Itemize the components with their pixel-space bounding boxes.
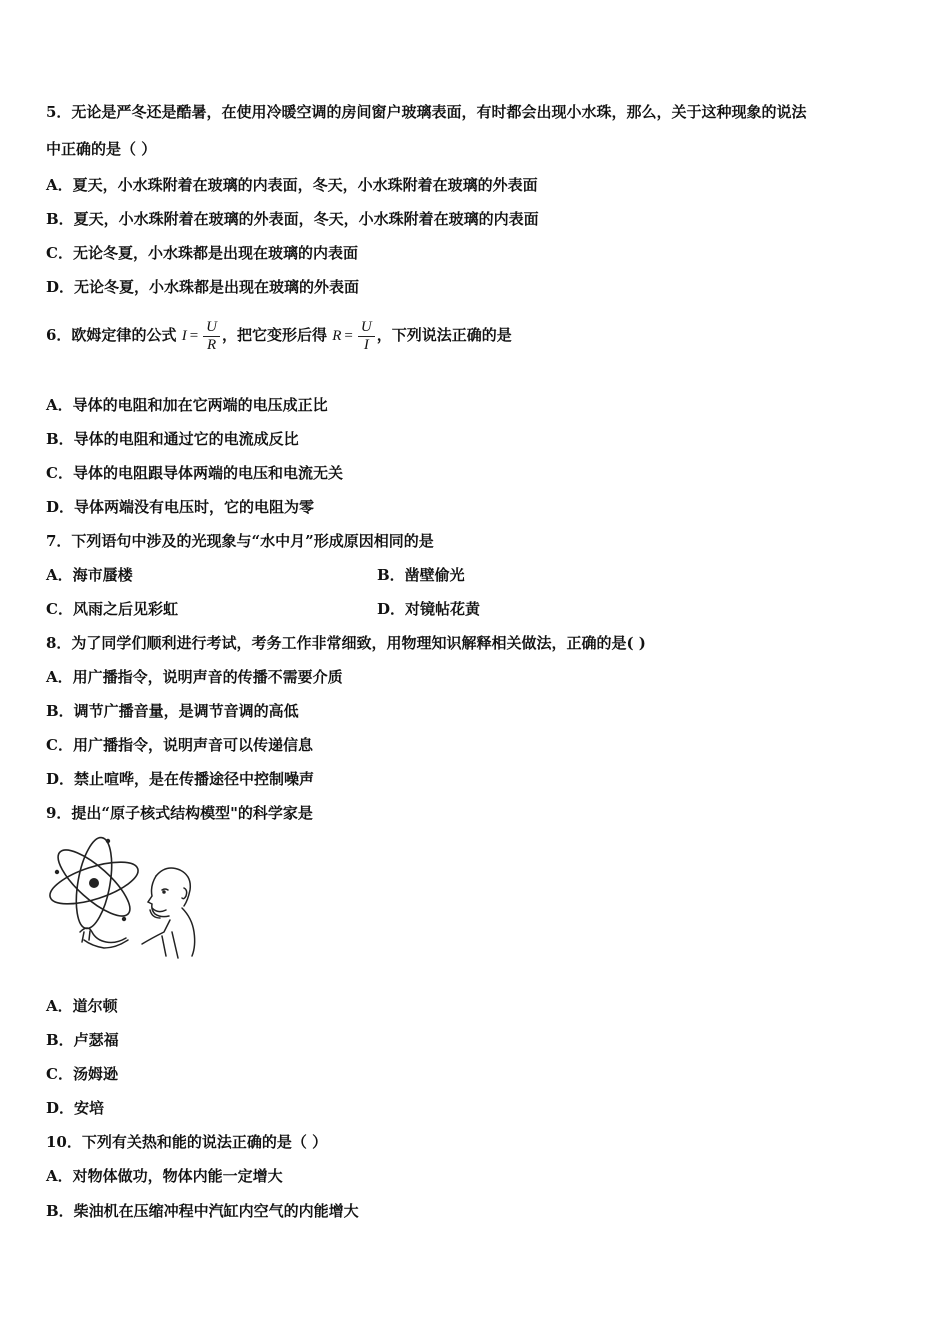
q8-option-c: C．用广播指令，说明声音可以传递信息 [46,736,313,754]
formula1-eq: = [189,328,199,344]
q9-option-b: B．卢瑟福 [46,1031,119,1049]
formula2-lhs: R [332,328,342,344]
q7-stem: 7．下列语句中涉及的光现象与“水中月”形成原因相同的是 [46,532,434,550]
q7-option-d: D．对镜帖花黄 [377,600,481,618]
formula2-eq: = [344,328,353,344]
q6-option-d: D．导体两端没有电压时，它的电阻为零 [46,498,315,516]
formula2-denominator: I [363,336,369,353]
q7-option-a: A．海市蜃楼 [46,566,133,584]
q9-option-a: A．道尔顿 [46,997,118,1015]
q9-option-c: C．汤姆逊 [46,1065,118,1083]
q5-option-b: B．夏天，小水珠附着在玻璃的外表面，冬天，小水珠附着在玻璃的内表面 [46,210,539,228]
q6-stem-post: ，下列说法正确的是 [376,326,512,344]
q6-stem-mid: ，把它变形后得 [222,326,328,344]
formula1-denominator: R [206,336,217,353]
q6-option-b: B．导体的电阻和通过它的电流成反比 [46,430,299,448]
q6-option-c: C．导体的电阻跟导体两端的电压和电流无关 [46,464,343,482]
atom-scientist-illustration [44,836,200,962]
q7-option-c: C．风雨之后见彩虹 [46,600,178,618]
q5-option-d: D．无论冬夏，小水珠都是出现在玻璃的外表面 [46,278,360,296]
q6-stem-pre: 6．欧姆定律的公式 [46,326,177,344]
q6-option-a: A．导体的电阻和加在它两端的电压成正比 [46,396,328,414]
formula1-fraction [203,319,220,354]
q10-option-a: A．对物体做功，物体内能一定增大 [46,1167,283,1185]
q8-stem: 8．为了同学们顺利进行考试，考务工作非常细致，用物理知识解释相关做法，正确的是( ) [46,634,646,652]
formula2-fraction [358,319,375,354]
q8-option-d: D．禁止喧哗，是在传播途径中控制噪声 [46,770,315,788]
q5-stem-line2: 中正确的是（ ） [46,140,157,158]
q5-option-c: C．无论冬夏，小水珠都是出现在玻璃的内表面 [46,244,358,262]
q5-option-a: A．夏天，小水珠附着在玻璃的内表面，冬天，小水珠附着在玻璃的外表面 [46,176,538,194]
q8-option-a: A．用广播指令，说明声音的传播不需要介质 [46,668,343,686]
q9-option-d: D．安培 [46,1099,105,1117]
formula1-numerator: U [203,319,220,337]
formula2-numerator: U [358,319,375,337]
q5-stem-line1: 5．无论是严冬还是酷暑，在使用冷暖空调的房间窗户玻璃表面，有时都会出现小水珠，那么，关于这种现象的说法 [46,103,807,121]
formula1-lhs: I [181,328,187,344]
q7-option-b: B．凿壁偷光 [377,566,465,584]
q10-option-b: B．柴油机在压缩冲程中汽缸内空气的内能增大 [46,1202,359,1220]
q6-stem [46,315,512,356]
q10-stem: 10．下列有关热和能的说法正确的是（ ） [46,1133,328,1151]
q8-option-b: B．调节广播音量，是调节音调的高低 [46,702,299,720]
q9-stem: 9．提出“原子核式结构模型"的科学家是 [46,804,313,822]
